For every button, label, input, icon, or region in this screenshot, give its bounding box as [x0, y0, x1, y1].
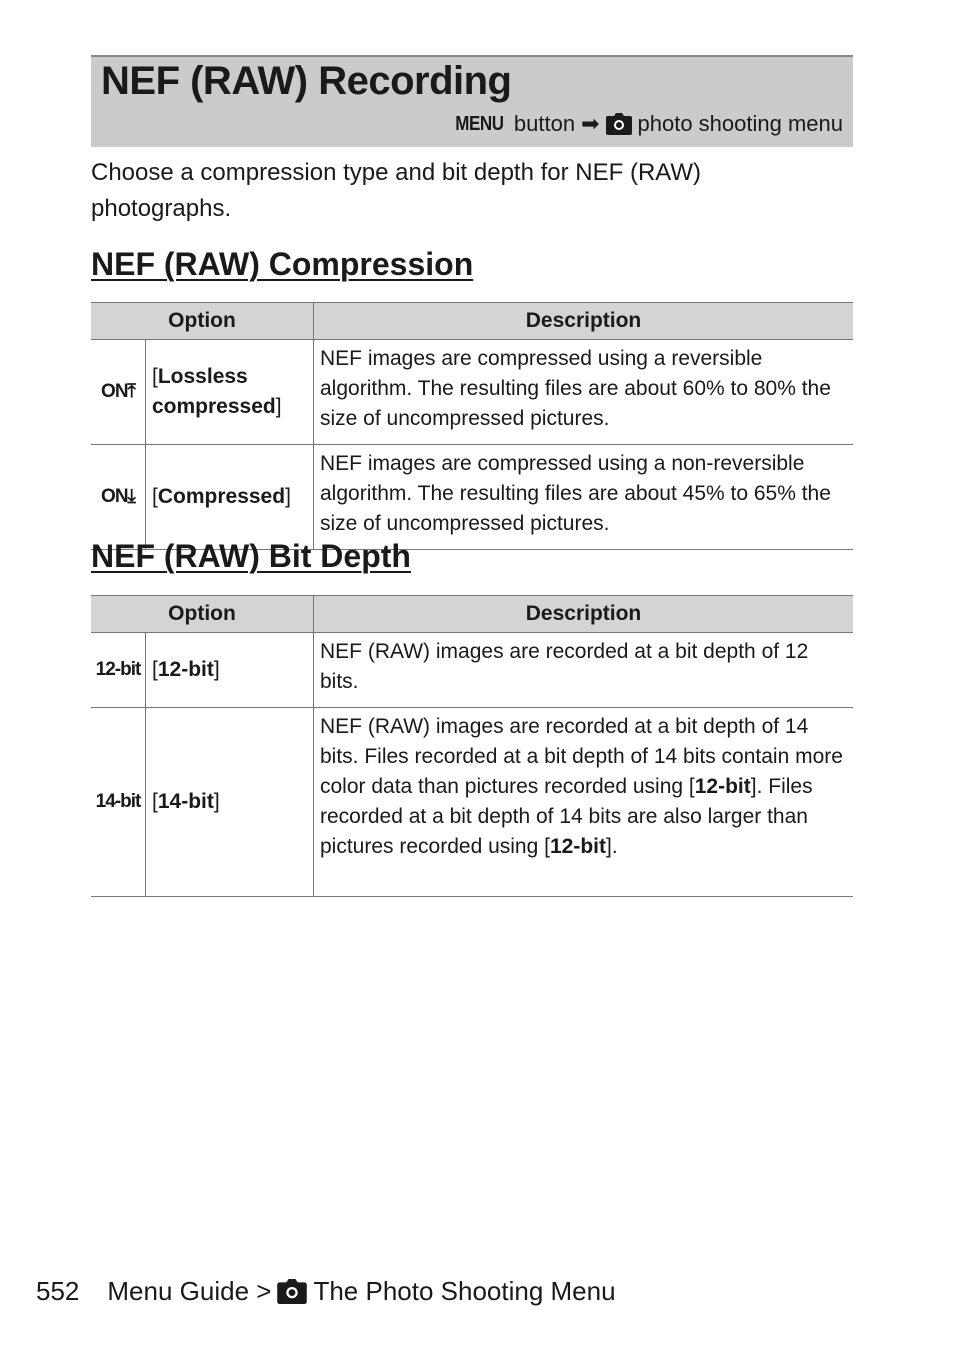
description-cell: NEF (RAW) images are recorded at a bit depth of 14 bits. Files recorded at a bit depth of 14 bits contain more color data than pictures recorded using [12-bit]. Files recorded at a bit depth of 14 bits are also larger than pictures recorded using [12-bit].: [314, 708, 854, 897]
option-cell: [Compressed]: [146, 445, 314, 550]
breadcrumb: [107, 1276, 615, 1307]
option-cell: [14-bit]: [146, 708, 314, 897]
camera-icon: [606, 113, 632, 135]
option-label: Lossless compressed: [152, 365, 276, 418]
14-bit-icon: 14-bit: [91, 708, 146, 897]
page-footer: [36, 1276, 616, 1307]
arrow-right-icon: ➡: [581, 111, 600, 136]
table-row: [91, 708, 853, 897]
page-number: 552: [36, 1276, 80, 1306]
menu-button-icon: MENU: [455, 112, 504, 135]
compressed-icon: ON⤓: [91, 445, 146, 550]
description-cell: NEF (RAW) images are recorded at a bit depth of 12 bits.: [314, 633, 854, 708]
menu-path-button: button: [513, 111, 576, 136]
option-label: Compressed: [157, 485, 286, 508]
table-row: [91, 633, 853, 708]
table-row: [91, 445, 853, 550]
page-title: NEF (RAW) Recording: [101, 59, 512, 103]
description-cell: NEF images are compressed using a non-reversible algorithm. The resulting files are about 45% to 65% the size of uncompressed pictures.: [314, 445, 854, 550]
bit-depth-table: [91, 595, 853, 897]
option-cell: [Lossless compressed]: [146, 340, 314, 445]
menu-path-target: photo shooting menu: [637, 111, 843, 136]
compression-table: [91, 302, 853, 550]
column-header-description: Description: [314, 303, 854, 340]
lossless-compressed-icon: ON⤒: [91, 340, 146, 445]
column-header-description: Description: [314, 596, 854, 633]
breadcrumb-photo-shooting-menu: The Photo Shooting Menu: [313, 1276, 616, 1306]
bit-depth-heading: NEF (RAW) Bit Depth: [91, 538, 411, 574]
title-banner: [91, 55, 853, 147]
column-header-option: Option: [91, 303, 314, 340]
table-header-row: [91, 303, 853, 340]
intro-paragraph: Choose a compression type and bit depth for NEF (RAW) photographs.: [91, 159, 702, 222]
12-bit-icon: 12-bit: [91, 633, 146, 708]
table-row: [91, 340, 853, 445]
compression-heading: NEF (RAW) Compression: [91, 246, 474, 282]
table-header-row: [91, 596, 853, 633]
option-cell: [12-bit]: [146, 633, 314, 708]
menu-path: [451, 111, 843, 137]
option-label: 12-bit: [157, 658, 214, 681]
camera-icon: [277, 1279, 307, 1304]
breadcrumb-menu-guide: Menu Guide >: [107, 1276, 272, 1306]
description-cell: NEF images are compressed using a reversible algorithm. The resulting files are about 60% to 80% the size of uncompressed pictures.: [314, 340, 854, 445]
option-label: 14-bit: [157, 790, 214, 813]
column-header-option: Option: [91, 596, 314, 633]
